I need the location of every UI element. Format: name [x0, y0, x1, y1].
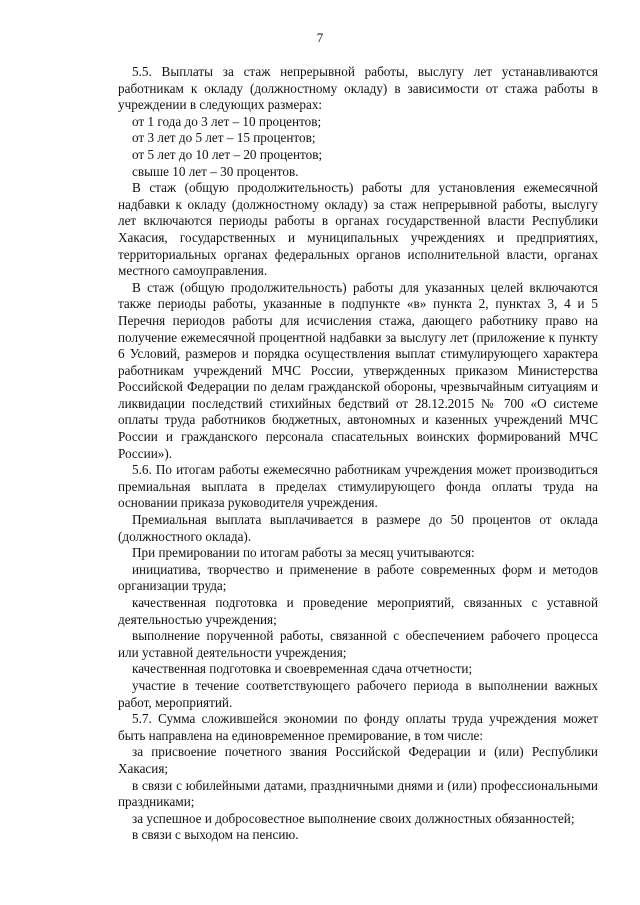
- list-item-onetime-2: в связи с юбилейными датами, праздничными днями и (или) профессиональными праздниками;: [118, 777, 598, 810]
- paragraph-seniority-additional: В стаж (общую продолжительность) работы для указанных целей включаются также периоды работы, указанные в подпункте «в» пункта 2, пунктах 3, 4 и 5 Перечня периодов работы для исчисления стажа, дающего работнику право на получение ежемесячной процентной надбавки за выслугу лет (приложение к пункту 6 Условий, размеров и порядка осуществления выплат стимулирующего характера работникам учреждений МЧС России, утвержденных приказом Министерства Российской Федерации по делам гражданской обороны, чрезвычайным ситуациям и ликвидации последствий стихийных бедствий от 28.12.2015 № 700 «О системе оплаты труда работников бюджетных, автономных и казенных учреждений МЧС России и гражданского персонала спасательных воинских формирований МЧС России»).: [118, 279, 598, 461]
- list-item-seniority-2: от 3 лет до 5 лет – 15 процентов;: [132, 130, 316, 146]
- paragraph-5-7: 5.7. Сумма сложившейся экономии по фонду оплаты труда учреждения может быть направлена на единовременное премирование, в том числе:: [118, 711, 598, 743]
- list-item-onetime-1: за присвоение почетного звания Российской Федерации и (или) Республики Хакасия;: [118, 744, 598, 776]
- list-item-seniority-3: от 5 лет до 10 лет – 20 процентов;: [132, 146, 323, 162]
- list-item-seniority-4: свыше 10 лет – 30 процентов.: [132, 163, 299, 179]
- paragraph-bonus-amount: Премиальная выплата выплачивается в размере до 50 процентов от оклада (должностного оклада).: [118, 512, 598, 544]
- list-item-onetime-3: за успешное и добросовестное выполнение своих должностных обязанностей;: [132, 810, 575, 826]
- paragraph-5-6: 5.6. По итогам работы ежемесячно работникам учреждения может производиться премиальная выплата в пределах стимулирующего фонда оплаты труда на основании приказа руководителя учреждения.: [118, 462, 598, 511]
- document-body: [118, 64, 598, 844]
- paragraph-seniority-periods: В стаж (общую продолжительность) работы для установления ежемесячной надбавки к окладу (должностному окладу) за стаж непрерывной работы, выслугу лет включаются периоды работы в органах государственной власти Республики Хакасия, государственных и муниципальных учреждениях и предприятиях, территориальных органах федеральных органов исполнительной власти, органах местного самоуправления.: [118, 180, 598, 279]
- paragraph-bonus-criteria: При премировании по итогам работы за месяц учитываются:: [132, 545, 475, 561]
- list-item-criteria-2: качественная подготовка и проведение мероприятий, связанных с уставной деятельностью учреждения;: [118, 595, 598, 627]
- list-item-criteria-5: участие в течение соответствующего рабочего периода в выполнении важных работ, мероприятий.: [118, 677, 598, 710]
- list-item-criteria-4: качественная подготовка и своевременная сдача отчетности;: [132, 661, 473, 677]
- list-item-criteria-3: выполнение порученной работы, связанной с обеспечением рабочего процесса или уставной деятельности учреждения;: [118, 628, 598, 660]
- list-item-seniority-1: от 1 года до 3 лет – 10 процентов;: [132, 113, 322, 129]
- list-item-onetime-4: в связи с выходом на пенсию.: [132, 827, 299, 843]
- list-item-criteria-1: инициатива, творчество и применение в работе современных форм и методов организации труда;: [118, 561, 598, 594]
- paragraph-5-5: 5.5. Выплаты за стаж непрерывной работы, выслугу лет устанавливаются работникам к окладу (должностному окладу) в зависимости от стажа работы в учреждении в следующих размерах:: [118, 64, 598, 113]
- page-number: 7: [316, 30, 324, 45]
